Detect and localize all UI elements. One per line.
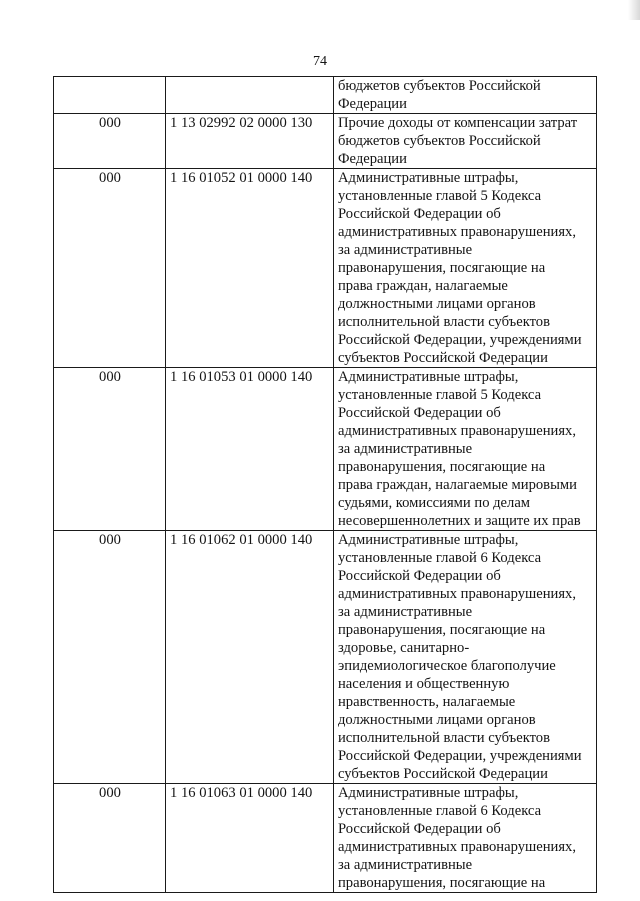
table-row: [54, 114, 597, 169]
kbk-code-cell: 1 16 01062 01 0000 140: [166, 531, 334, 784]
table-row: [54, 368, 597, 531]
kbk-code-cell: 1 16 01052 01 0000 140: [166, 169, 334, 368]
description-cell: Административные штрафы, установленные главой 6 Кодекса Российской Федерации об административных правонарушениях, за административные правонарушения, посягающие на: [334, 784, 597, 893]
table-row: [54, 77, 597, 114]
admin-code-cell: [54, 77, 166, 114]
admin-code-cell: 000: [54, 114, 166, 169]
description-cell: Административные штрафы, установленные главой 5 Кодекса Российской Федерации об административных правонарушениях, за административные правонарушения, посягающие на права граждан, налагаемые должностными лицами органов исполнительной власти субъектов Российской Федерации, учреждениями субъектов Российской Федерации: [334, 169, 597, 368]
kbk-code-cell: 1 16 01053 01 0000 140: [166, 368, 334, 531]
table-row: [54, 784, 597, 893]
kbk-code-cell: 1 16 01063 01 0000 140: [166, 784, 334, 893]
description-cell: Административные штрафы, установленные главой 5 Кодекса Российской Федерации об административных правонарушениях, за административные правонарушения, посягающие на права граждан, налагаемые мировыми судьями, комиссиями по делам несовершеннолетних и защите их прав: [334, 368, 597, 531]
scan-edge-shadow: [628, 0, 640, 20]
description-cell: бюджетов субъектов Российской Федерации: [334, 77, 597, 114]
kbk-code-cell: 1 13 02992 02 0000 130: [166, 114, 334, 169]
table-row: [54, 169, 597, 368]
kbk-code-cell: [166, 77, 334, 114]
admin-code-cell: 000: [54, 784, 166, 893]
budget-codes-table: [53, 76, 597, 893]
table-row: [54, 531, 597, 784]
admin-code-cell: 000: [54, 169, 166, 368]
description-cell: Административные штрафы, установленные главой 6 Кодекса Российской Федерации об административных правонарушениях, за административные правонарушения, посягающие на здоровье, санитарно- эпидемиологическое благополучие населения и общественную нравственность, налагаемые должностными лицами органов исполнительной власти субъектов Российской Федерации, учреждениями субъектов Российской Федерации: [334, 531, 597, 784]
description-cell: Прочие доходы от компенсации затрат бюджетов субъектов Российской Федерации: [334, 114, 597, 169]
admin-code-cell: 000: [54, 531, 166, 784]
page-number: 74: [313, 54, 327, 69]
admin-code-cell: 000: [54, 368, 166, 531]
